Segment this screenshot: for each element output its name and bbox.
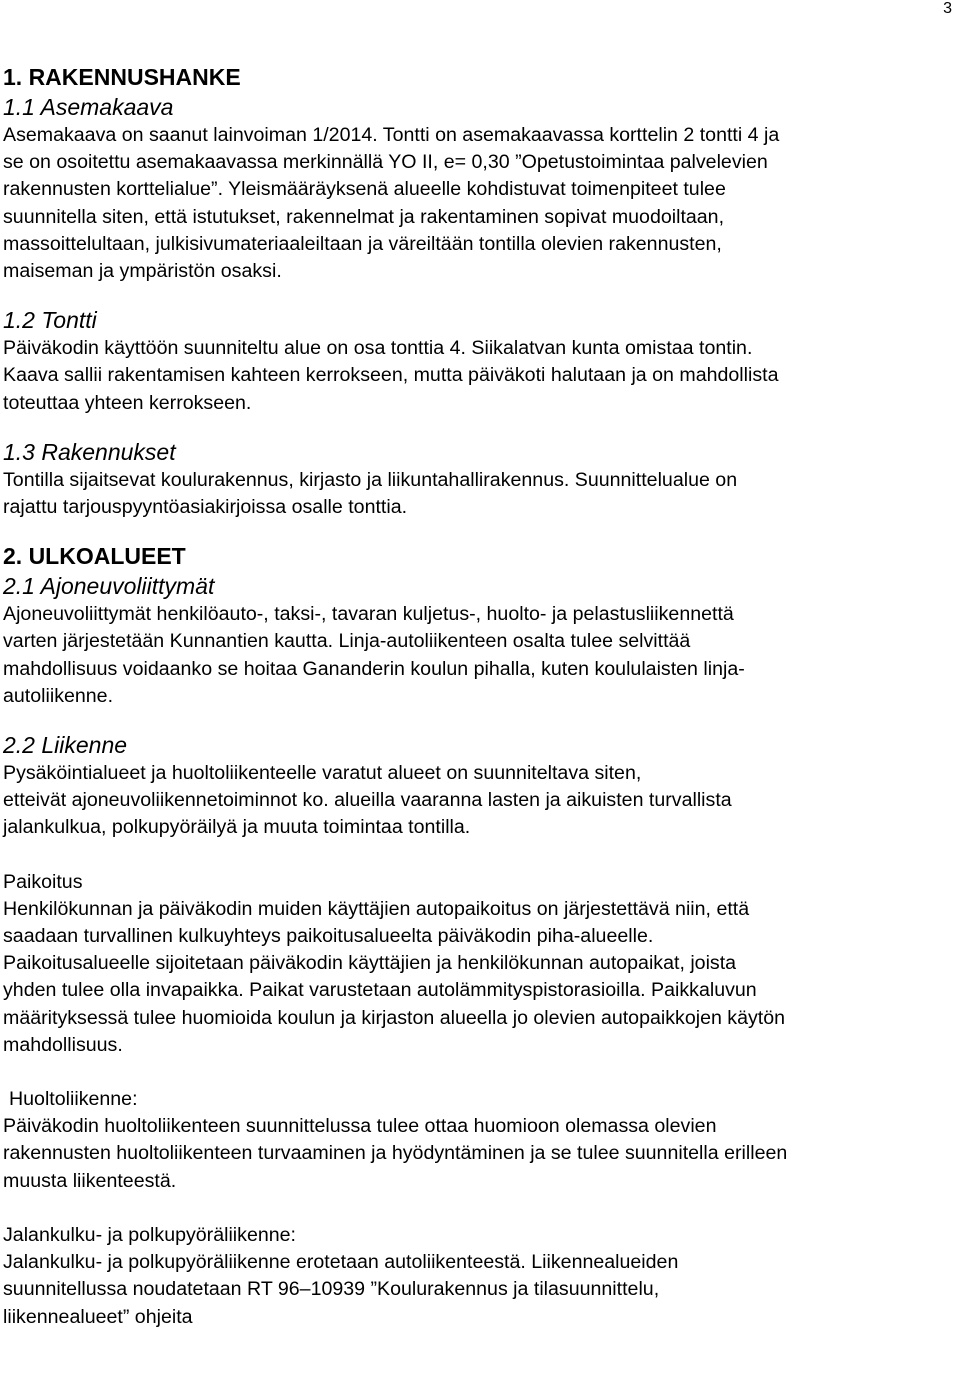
- subsection-heading-ajoneuvoliittymat: 2.1 Ajoneuvoliittymät: [3, 573, 215, 600]
- paragraph-line: Henkilökunnan ja päiväkodin muiden käyttäjien autopaikoitus on järjestettävä niin, että: [3, 897, 750, 920]
- paragraph-line: mahdollisuus.: [3, 1033, 123, 1056]
- paragraph-line: varten järjestetään Kunnantien kautta. Linja-autoliikenteen osalta tulee selvittää: [3, 630, 691, 653]
- paragraph-line: toteuttaa yhteen kerrokseen.: [3, 391, 252, 414]
- subsection-heading-tontti: 1.2 Tontti: [3, 307, 97, 334]
- label-jalankulku: Jalankulku- ja polkupyöräliikenne:: [3, 1223, 296, 1246]
- subsection-heading-asemakaava: 1.1 Asemakaava: [3, 94, 174, 120]
- subsection-heading-rakennukset: 1.3 Rakennukset: [3, 438, 176, 465]
- section-heading-ulkoalueet: 2. ULKOALUEET: [3, 543, 186, 570]
- paragraph-line: muusta liikenteestä.: [3, 1169, 177, 1192]
- label-paikoitus: Paikoitus: [3, 870, 83, 893]
- paragraph-line: jalankulkua, polkupyöräilyä ja muuta toimintaa tontilla.: [3, 816, 471, 839]
- paragraph-line: määrityksessä tulee huomioida koulun ja kirjaston alueella jo olevien autopaikkojen käytön: [3, 1006, 786, 1029]
- subsection-heading-liikenne: 2.2 Liikenne: [3, 732, 128, 759]
- section-heading-rakennushanke: 1. RAKENNUSHANKE: [3, 64, 241, 90]
- paragraph-line: suunnitellussa noudatetaan RT 96–10939 ”Koulurakennus ja tilasuunnittelu,: [3, 1278, 660, 1301]
- paragraph-line: yhden tulee olla invapaikka. Paikat varustetaan autolämmityspistorasioilla. Paikkaluvun: [3, 979, 757, 1002]
- paragraph-line: rakennusten huoltoliikenteen turvaaminen ja hyödyntäminen ja se tulee suunnitella erilleen: [3, 1142, 788, 1165]
- paragraph-line: se on osoitettu asemakaavassa merkinnällä YO II, e= 0,30 ”Opetustoimintaa palvelevien: [3, 151, 768, 174]
- paragraph-line: Tontilla sijaitsevat koulurakennus, kirjasto ja liikuntahallirakennus. Suunnittelualue on: [3, 468, 738, 491]
- paragraph-line: maiseman ja ympäristön osaksi.: [3, 260, 282, 283]
- paragraph-line: Kaava sallii rakentamisen kahteen kerrokseen, mutta päiväkoti halutaan ja on mahdollista: [3, 364, 779, 387]
- paragraph-line: etteivät ajoneuvoliikennetoiminnot ko. alueilla vaaranna lasten ja aikuisten turvallista: [3, 789, 732, 812]
- label-huoltoliikenne: Huoltoliikenne:: [9, 1088, 138, 1111]
- paragraph-line: rajattu tarjouspyyntöasiakirjoissa osalle tonttia.: [3, 496, 408, 519]
- paragraph-line: Jalankulku- ja polkupyöräliikenne erotetaan autoliikenteestä. Liikennealueiden: [3, 1251, 679, 1274]
- paragraph-line: liikennealueet” ohjeita: [3, 1305, 193, 1328]
- paragraph-line: suunnitella siten, että istutukset, rakennelmat ja rakentaminen sopivat muodoiltaan,: [3, 205, 725, 228]
- paragraph-line: Pysäköintialueet ja huoltoliikenteelle varatut alueet on suunniteltava siten,: [3, 762, 642, 785]
- paragraph-line: Ajoneuvoliittymät henkilöauto-, taksi-, tavaran kuljetus-, huolto- ja pelastusliikennettä: [3, 603, 734, 626]
- paragraph-line: saadaan turvallinen kulkuyhteys paikoitusalueelta päiväkodin piha-alueelle.: [3, 925, 654, 948]
- paragraph-line: autoliikenne.: [3, 684, 114, 707]
- paragraph-line: Päiväkodin huoltoliikenteen suunnittelussa tulee ottaa huomioon olemassa olevien: [3, 1115, 717, 1138]
- page-number: 3: [943, 0, 952, 17]
- paragraph-line: massoittelultaan, julkisivumateriaaleiltaan ja väreiltään tontilla olevien rakennusten,: [3, 232, 722, 255]
- paragraph-line: rakennusten korttelialue”. Yleismääräyksenä alueelle kohdistuvat toimenpiteet tulee: [3, 178, 726, 201]
- paragraph-line: Päiväkodin käyttöön suunniteltu alue on osa tonttia 4. Siikalatvan kunta omistaa tontin.: [3, 337, 753, 360]
- paragraph-line: Asemakaava on saanut lainvoiman 1/2014. Tontti on asemakaavassa korttelin 2 tontti 4 ja: [3, 124, 780, 146]
- paragraph-line: Paikoitusalueelle sijoitetaan päiväkodin käyttäjien ja henkilökunnan autopaikat, joista: [3, 952, 737, 975]
- document-body: [3, 62, 958, 1331]
- paragraph-line: mahdollisuus voidaanko se hoitaa Gananderin koulun pihalla, kuten koululaisten linja-: [3, 657, 745, 680]
